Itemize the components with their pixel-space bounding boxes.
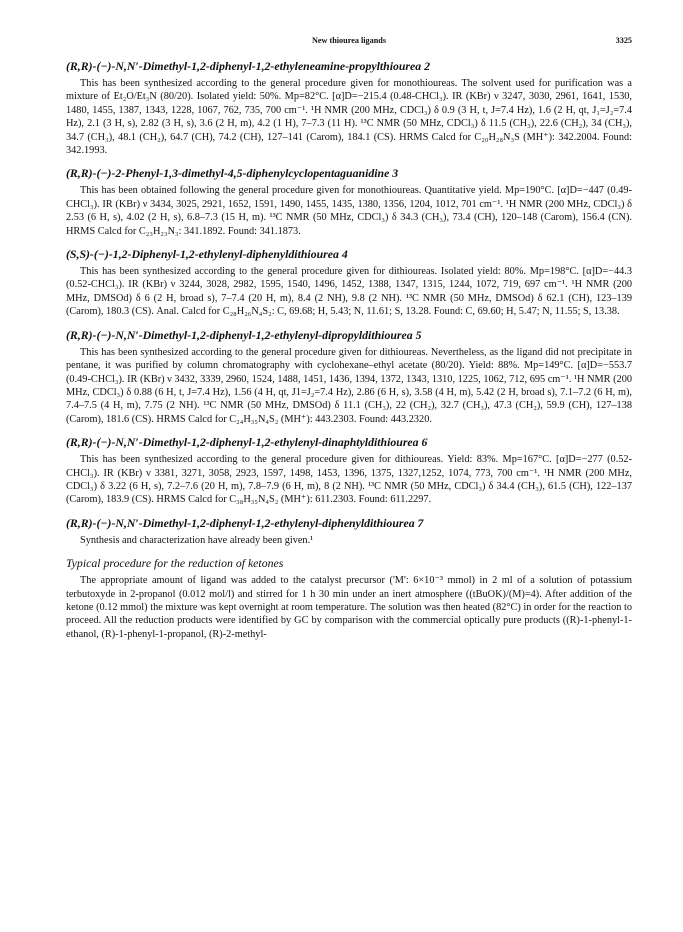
- section-body: This has been synthesized according to the general procedure given for dithioureas. Isolated yield: 80%. Mp=198°C. [α]D=−44.3 (0.52-CHCl₃). IR (KBr) ν 3244, 3028, 2982, 1595, 1540, 1496, 1452, 1388, 1347, 1315, 1244, 1072, 719, 697 cm⁻¹. ¹H NMR (200 MHz, DMSOd) δ 6 (2 H, broad s), 7–7.4 (20 H, m), 8.4 (2 NH), 9.8 (2 NH). ¹³C NMR (50 MHz, DMSOd) δ 62.1 (CH), 123–139 (Carom), 180.3 (CS). Anal. Calcd for C₂₈H₂₆N₄S₂: C, 69.68; H, 5.43; N, 11.61; S, 13.28. Found: C, 69.60; H, 5.47; N, 11.55; S, 13.38.: [66, 266, 632, 318]
- section-compound-2: [66, 59, 632, 157]
- section-title: (R,R)-(−)-N,N′-Dimethyl-1,2-diphenyl-1,2-ethylenyl-diphenyldithiourea 7: [66, 515, 424, 530]
- page-number: 3325: [615, 36, 632, 45]
- section-compound-6: [66, 435, 632, 507]
- section-title: (R,R)-(−)-2-Phenyl-1,3-dimethyl-4,5-diphenylcyclopentaguanidine 3: [66, 166, 399, 181]
- section-compound-3: [66, 166, 632, 238]
- running-head: [66, 36, 632, 50]
- section-body: This has been synthesized according to the general procedure given for dithioureas. Nevertheless, as the ligand did not precipitate in pentane, it was purified by column chromatography with cyclohexane–ethyl acetate (80/20). Yield: 88%. Mp=149°C. [α]D=−553.7 (0.49-CHCl₃). IR (KBr) ν 3432, 3339, 2960, 1524, 1488, 1451, 1436, 1394, 1372, 1343, 1310, 1225, 1062, 712, 695 cm⁻¹. ¹H NMR (200 MHz, CDCl₃) δ 0.88 (6 H, t, J=7.4 Hz), 1.56 (4 H, qt, J1=J₂=7.4 Hz), 2.86 (6 H, s), 3.58 (4 H, m), 5.42 (2 H, broad s), 7.1–7.2 (6 H, m), 7.4–7.5 (4 H, m), 7.75 (2 NH). ¹³C NMR (50 MHz, DMSOd) δ 11.1 (CH₃), 22 (CH₂), 32.7 (CH₃), 47.3 (CH₂), 59.9 (CH), 127–138 (Carom), 181.6 (CS). HRMS Calcd for C₂₄H₃₅N₄S₂ (MH⁺): 443.2303. Found: 443.2320.: [66, 346, 632, 425]
- section-title: (S,S)-(−)-1,2-Diphenyl-1,2-ethylenyl-diphenyldithiourea 4: [66, 247, 348, 262]
- section-compound-7: [66, 516, 632, 547]
- running-title: New thiourea ligands: [312, 36, 386, 45]
- section-body: This has been synthesized according to the general procedure given for monothioureas. The solvent used for purification was a mixture of Et₂O/Et₃N (80/20). Isolated yield: 50%. Mp=82°C. [α]D=−215.4 (0.48-CHCl₃). IR (KBr) ν 3247, 3030, 2961, 1641, 1530, 1480, 1455, 1387, 1343, 1228, 1067, 762, 735, 700 cm⁻¹. ¹H NMR (200 MHz, CDCl₃) δ 0.9 (3 H, t, J=7.4 Hz), 1.6 (2 H, qt, J₁=J₂=7.4 Hz), 2.1 (3 H, s), 2.82 (3 H, s), 3.6 (2 H, m), 4.2 (1 H), 7–7.3 (11 H). ¹³C NMR (50 MHz, CDCl₃) δ 11.5 (CH₃), 22.6 (CH₂), 34 (CH₃), 34.7 (CH₃), 48.1 (CH₂), 64.7 (CH), 74.2 (CH), 127–141 (Carom), 184.1 (CS). HRMS Calcd for C₂₀H₂₈N₃S (MH⁺): 342.2004. Found: 342.1993.: [66, 78, 632, 157]
- section-body: This has been obtained following the general procedure given for monothioureas. Quantitative yield. Mp=190°C. [α]D=−447 (0.49-CHCl₃). IR (KBr) ν 3434, 3025, 2921, 1652, 1591, 1490, 1455, 1435, 1380, 1356, 1204, 1012, 701 cm⁻¹. ¹H NMR (200 MHz, CDCl₃) δ 2.53 (6 H, s), 4.02 (2 H, s), 6.8–7.3 (15 H, m). ¹³C NMR (50 MHz, CDCl₃) δ 34.3 (CH₃), 73.4 (CH), 120–148 (Carom), 156.4 (CN). HRMS Calcd for C₂₃H₂₃N₃: 341.1892. Found: 341.1873.: [66, 185, 632, 237]
- section-compound-5: [66, 328, 632, 426]
- section-body: The appropriate amount of ligand was added to the catalyst precursor ('M': 6×10⁻³ mmol) in 2 ml of a solution of potassium terbutoxyde in 2-propanol (0.012 mol/l) and stirred for 1 h 30 min under an inert atmosphere ((tBuOK)/(M)=4). After addition of the ketone (0.12 mmol) the mixture was kept overnight at room temperature. The solution was then heated (82°C) in order for the reaction to proceed. All the reduction products were identified by GC by comparison with the commercial optically pure products ((R)-1-phenyl-1-ethanol, (R)-1-phenyl-1-propanol, (R)-2-methyl-: [66, 575, 632, 640]
- section-title: (R,R)-(−)-N,N′-Dimethyl-1,2-diphenyl-1,2-ethyleneamine-propylthiourea 2: [66, 59, 430, 73]
- section-body: Synthesis and characterization have already been given.¹: [80, 534, 314, 546]
- section-reduction-procedure: [66, 556, 632, 641]
- section-title: Typical procedure for the reduction of ketones: [66, 556, 284, 571]
- section-title: (R,R)-(−)-N,N′-Dimethyl-1,2-diphenyl-1,2-ethylenyl-dipropyldithiourea 5: [66, 327, 422, 342]
- article-page: [66, 36, 632, 641]
- section-title: (R,R)-(−)-N,N′-Dimethyl-1,2-diphenyl-1,2-ethylenyl-dinaphtyldithiourea 6: [66, 435, 428, 450]
- section-body: This has been synthesized according to the general procedure given for dithioureas. Yield: 83%. Mp=167°C. [α]D=−277 (0.52-CHCl₃). IR (KBr) ν 3381, 3271, 3058, 2923, 1597, 1498, 1453, 1396, 1375, 1327,1252, 1074, 773, 700 cm⁻¹. ¹H NMR (200 MHz, CDCl₃) δ 3.22 (6 H, s), 7.2–7.6 (20 H, m), 7.8–7.9 (6 H, m), 8 (2 NH). ¹³C NMR (50 MHz, CDCl₃) δ 34.4 (CH₃), 61.5 (CH), 122–137 (Carom), 183.9 (CS). HRMS Calcd for C₃₈H₃₅N₄S₂ (MH⁺): 611.2303. Found: 611.2297.: [66, 454, 632, 506]
- section-compound-4: [66, 247, 632, 319]
